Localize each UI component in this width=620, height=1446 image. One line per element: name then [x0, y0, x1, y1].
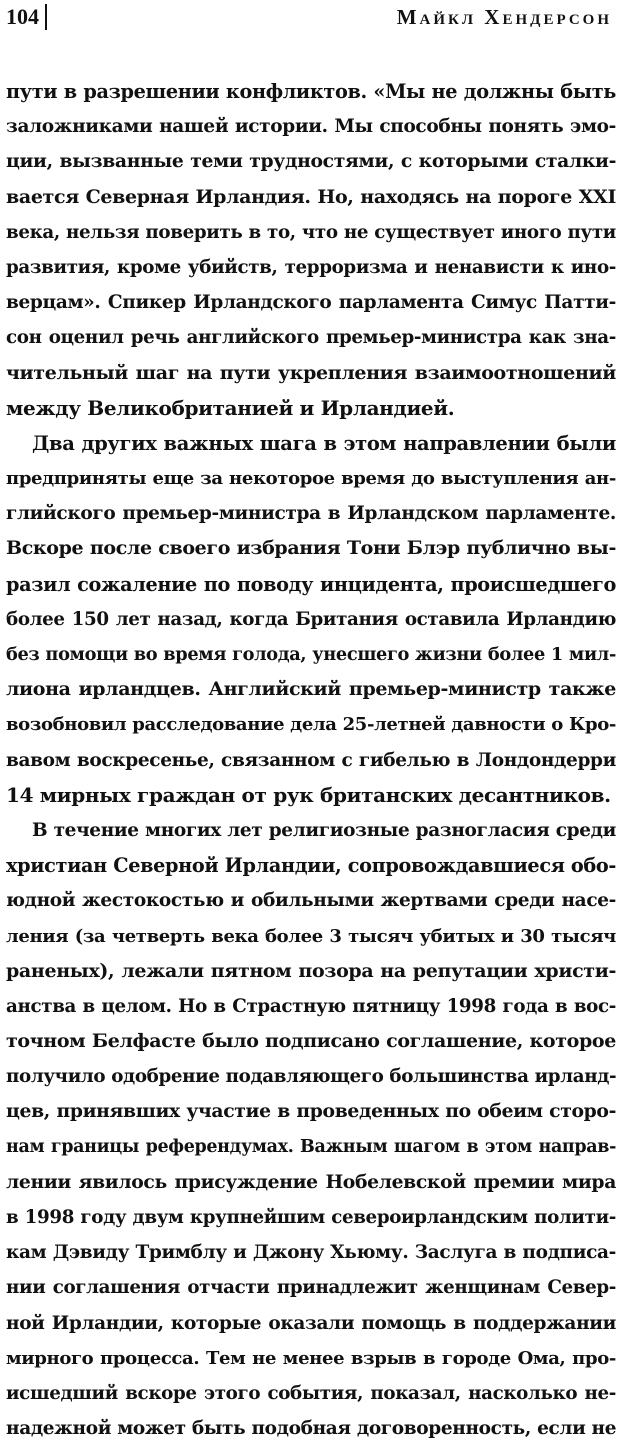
running-head-author: Майкл Хендерсон [396, 5, 612, 29]
text-line: цев, принявших участие в проведенных по обеим сторо- [6, 1100, 616, 1123]
text-line: нии соглашения отчасти принадлежит женщинам Север- [6, 1277, 616, 1299]
text-line: мирного процесса. Тем не менее взрыв в городе Ома, про- [6, 1347, 616, 1369]
text-line: точном Белфасте было подписано соглашение, которое [6, 1030, 616, 1053]
text-line: вается Северная Ирландия. Но, находясь на пороге XXI [6, 185, 616, 208]
body-text [6, 74, 616, 1446]
text-line: без помощи во время голода, унесшего жизни более 1 мил- [6, 644, 616, 665]
text-line: нам границы референдумах. Важным шагом в этом направ- [6, 1136, 616, 1157]
text-line: верцам». Спикер Ирландского парламента Симус Патти- [6, 292, 616, 314]
text-line: анства в целом. Но в Страстную пятницу 1998 года в вос- [6, 995, 616, 1017]
text-line: раненых), лежали пятном позора на репутации христи- [6, 959, 616, 982]
text-line: заложниками нашей истории. Мы способны понять эмо- [6, 116, 616, 138]
text-line: В течение многих лет религиозные разногласия среди [32, 819, 616, 841]
text-line: чительный шаг на пути укрепления взаимоотношений [6, 361, 616, 384]
text-line: более 150 лет назад, когда Британия оставила Ирландию [6, 608, 616, 630]
page-header [6, 2, 612, 30]
text-line: века, нельзя поверить в то, что не существует иного пути [6, 221, 616, 243]
text-line: ной Ирландии, которые оказали помощь в поддержании [6, 1312, 616, 1334]
text-line: Вскоре после своего избрания Тони Блэр публично вы- [6, 537, 616, 560]
text-line: глийского премьер-министра в Ирландском парламенте. [6, 503, 616, 525]
text-line: разил сожаление по поводу инцидента, происшедшего [6, 572, 616, 596]
text-line: пути в разрешении конфликтов. «Мы не должны быть [6, 80, 616, 103]
text-line: кам Дэвиду Тримблу и Джону Хьюму. Заслуга в подписа- [6, 1242, 616, 1264]
text-line: христиан Северной Ирландии, сопровождавшиеся обо- [6, 854, 616, 878]
text-line: лении явилось присуждение Нобелевской премии мира [6, 1170, 616, 1193]
text-line: между Великобританией и Ирландией. [6, 395, 455, 420]
text-line: исшедший вскоре этого события, показал, насколько не- [6, 1382, 616, 1404]
page-number: 104 [6, 4, 47, 30]
text-line: развития, кроме убийств, терроризма и ненависти к ино- [6, 256, 616, 278]
text-line: лиона ирландцев. Английский премьер-министр также [6, 678, 616, 701]
text-line: Два других важных шага в этом направлении были [32, 431, 616, 455]
text-line: надежной может быть подобная договоренность, если не [6, 1418, 616, 1440]
text-line: предприняты еще за некоторое время до выступления ан- [6, 468, 616, 490]
text-line: ления (за четверть века более 3 тысяч убитых и 30 тысяч [6, 925, 616, 947]
text-line: возобновил расследование дела 25-летней давности о Кро- [6, 714, 616, 736]
text-line: вавом воскресенье, связанном с гибелью в Лондондерри [6, 749, 616, 771]
text-line: 14 мирных граждан от рук британских десантников. [6, 782, 611, 807]
text-line: сон оценил речь английского премьер-министра как зна- [6, 327, 616, 349]
text-line: получило одобрение подавляющего большинства ирланд- [6, 1066, 616, 1088]
text-line: в 1998 году двум крупнейшим североирландским полити- [6, 1207, 616, 1228]
text-line: ции, вызванные теми трудностями, с которыми сталки- [6, 150, 616, 173]
text-line: юдной жестокостью и обильными жертвами среди насе- [6, 890, 616, 912]
